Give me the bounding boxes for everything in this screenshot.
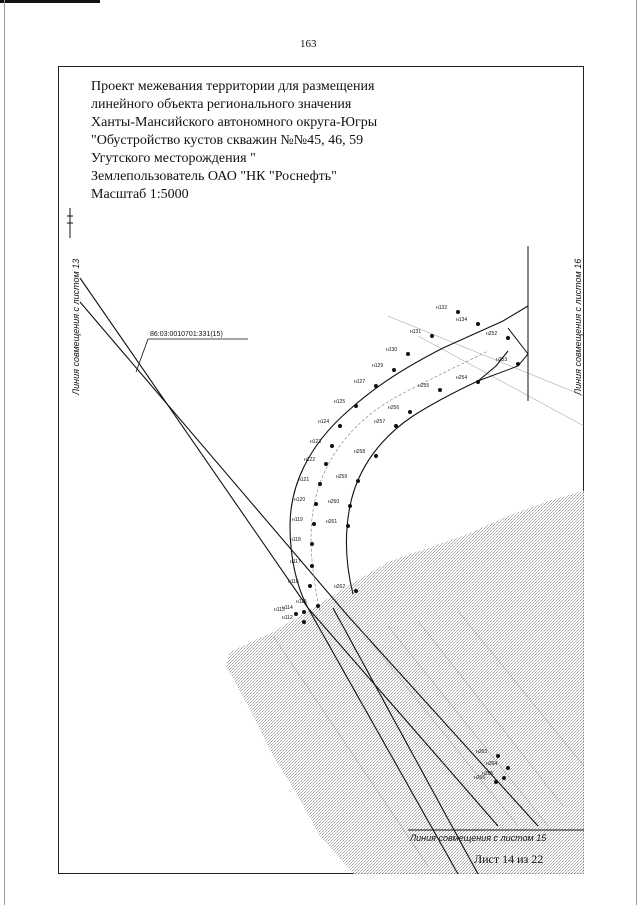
boundary-point: [356, 479, 360, 483]
point-label: н112: [282, 615, 293, 621]
boundary-point: [394, 424, 398, 428]
boundary-point: [302, 610, 306, 614]
boundary-point: [494, 780, 498, 784]
point-label: н256: [388, 405, 400, 411]
title-line: Проект межевания территории для размещения: [91, 79, 375, 94]
boundary-point: [476, 322, 480, 326]
boundary-point: [506, 766, 510, 770]
boundary-point: [354, 404, 358, 408]
point-label: н253: [496, 357, 508, 363]
point-label: н130: [386, 347, 398, 353]
boundary-point: [374, 454, 378, 458]
map-drawing: [58, 66, 584, 874]
boundary-point: [438, 388, 442, 392]
point-label: н122: [304, 457, 316, 463]
boundary-point: [310, 564, 314, 568]
top-rule: [0, 0, 100, 3]
point-label: н131: [410, 329, 422, 335]
title-line: Ханты-Мансийского автономного округа-Югры: [91, 115, 378, 130]
point-label: н257: [374, 419, 386, 425]
sheet-number: Лист 14 из 22: [474, 852, 544, 866]
point-label: н266: [474, 775, 486, 781]
boundary-point: [314, 502, 318, 506]
point-label: н119: [292, 517, 303, 523]
title-line: "Обустройство кустов скважин №№45, 46, 59: [91, 133, 364, 148]
point-label: н114: [282, 605, 293, 611]
boundary-point: [456, 310, 460, 314]
boundary-point: [294, 612, 298, 616]
bottom-match-label: Линия совмещения с листом 15: [410, 833, 547, 843]
boundary-point: [506, 336, 510, 340]
point-label: н129: [372, 363, 384, 369]
parcel-label: 86:03:0010701:331(15): [150, 331, 223, 338]
boundary-point: [348, 504, 352, 508]
point-label: н127: [354, 379, 366, 385]
boundary-point: [324, 462, 328, 466]
title-line: Угутского месторождения ": [91, 151, 256, 166]
title-line: линейного объекта регионального значения: [91, 97, 352, 112]
boundary-point: [516, 362, 520, 366]
point-label: н255: [418, 383, 430, 389]
boundary-point: [316, 604, 320, 608]
left-match-label: Линия совмещения с листом 13: [71, 258, 81, 395]
point-label: н252: [486, 331, 498, 337]
point-label: н261: [326, 519, 338, 525]
boundary-point: [338, 424, 342, 428]
point-label: н263: [476, 749, 488, 755]
point-label: н117: [290, 559, 301, 565]
point-label: н254: [456, 375, 468, 381]
point-label: н118: [290, 537, 301, 543]
point-label: н116: [288, 579, 299, 585]
title-line: Землепользователь ОАО "НК "Роснефть": [91, 169, 337, 184]
boundary-point: [330, 444, 334, 448]
point-label: н125: [334, 399, 346, 405]
parcel-leader: [136, 339, 248, 372]
boundary-point: [374, 384, 378, 388]
right-match-label: Линия совмещения с листом 16: [573, 258, 583, 395]
boundary-point: [308, 584, 312, 588]
point-label: н120: [294, 497, 306, 503]
boundary-point: [476, 380, 480, 384]
point-label: н260: [328, 499, 340, 505]
scan-edge-right: [636, 0, 637, 905]
page-number: 163: [300, 38, 317, 50]
hatched-area: [226, 491, 584, 874]
boundary-point: [346, 524, 350, 528]
boundary-point: [502, 776, 506, 780]
scan-edge-left: [4, 0, 5, 905]
title-line: Масштаб 1:5000: [91, 187, 189, 202]
point-label: н264: [486, 761, 498, 767]
point-label: н124: [318, 419, 330, 425]
boundary-point: [406, 352, 410, 356]
point-label: н113: [274, 607, 285, 613]
boundary-point: [354, 589, 358, 593]
north-arrow: [67, 208, 73, 238]
boundary-point: [392, 368, 396, 372]
boundary-point: [310, 542, 314, 546]
point-label: н123: [310, 439, 322, 445]
point-label: н258: [354, 449, 366, 455]
boundary-point: [430, 334, 434, 338]
point-label: н121: [298, 477, 310, 483]
point-label: н265: [482, 771, 494, 777]
boundary-point: [408, 410, 412, 414]
boundary-point: [302, 620, 306, 624]
point-label: н132: [436, 305, 448, 311]
point-label: н115: [296, 599, 307, 605]
boundary-point: [318, 482, 322, 486]
point-label: н134: [456, 317, 468, 323]
point-label: н259: [336, 474, 348, 480]
point-label: н262: [334, 584, 346, 590]
boundary-point: [496, 754, 500, 758]
boundary-point: [312, 522, 316, 526]
